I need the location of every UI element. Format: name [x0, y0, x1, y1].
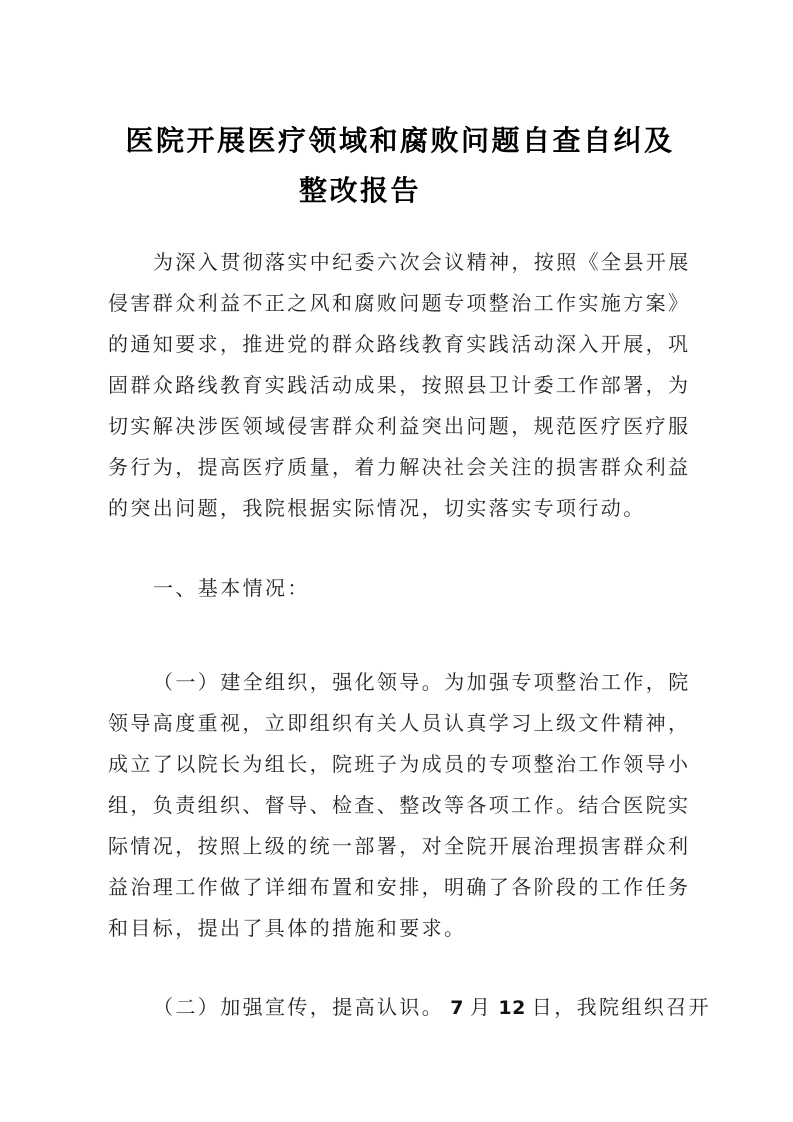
document-title-line-1: 医院开展医疗领域和腐败问题自查自纠及 — [125, 124, 675, 157]
paragraph-line: 务行为，提高医疗质量，着力解决社会关注的损害群众利益 — [108, 455, 691, 479]
paragraph-line: 领导高度重视，立即组织有关人员认真学习上级文件精神， — [108, 711, 691, 735]
document-title-line-2: 整改报告 — [298, 174, 421, 207]
paragraph-line: 切实解决涉医领域侵害群众利益突出问题，规范医疗医疗服 — [108, 414, 691, 438]
blank-line — [108, 609, 692, 662]
paragraph-line: 侵害群众利益不正之风和腐败问题专项整治工作实施方案》 — [108, 291, 691, 315]
blank-line — [108, 529, 692, 568]
paragraph-line: 固群众路线教育实践活动成果，按照县卫计委工作部署，为 — [108, 373, 691, 397]
month-number: 7 — [450, 997, 464, 1019]
paragraph-line: 成立了以院长为组长，院班子为成员的专项整治工作领导小 — [108, 752, 691, 776]
paragraph-line — [108, 987, 711, 1029]
paragraph-line: （一）建全组织，强化领导。为加强专项整治工作，院 — [153, 670, 691, 694]
blank-line — [108, 949, 692, 987]
paragraph-line: 的通知要求，推进党的群众路线教育实践活动深入开展，巩 — [108, 332, 691, 356]
paragraph-line: 际情况，按照上级的统一部署，对全院开展治理损害群众利 — [108, 834, 691, 858]
document-title — [108, 116, 692, 216]
intro-paragraph — [108, 242, 692, 529]
paragraph-line: 和目标，提出了具体的措施和要求。 — [108, 916, 467, 940]
paragraph-text: （二）加强宣传，提高认识。 — [153, 995, 445, 1019]
section-heading: 一、基本情况： — [153, 576, 310, 600]
paragraph-text: 日，我院组织召开 — [531, 995, 711, 1019]
item-two-paragraph — [108, 987, 711, 1029]
item-one-paragraph — [108, 662, 692, 949]
paragraph-line: 为深入贯彻落实中纪委六次会议精神，按照《全县开展 — [153, 250, 691, 274]
paragraph-line: 益治理工作做了详细布置和安排，明确了各阶段的工作任务 — [108, 875, 691, 899]
paragraph-line: 的突出问题，我院根据实际情况，切实落实专项行动。 — [108, 496, 646, 520]
day-number: 12 — [498, 997, 526, 1019]
paragraph-line: 组，负责组织、督导、检查、整改等各项工作。结合医院实 — [108, 793, 691, 817]
month-label: 月 — [469, 995, 493, 1019]
